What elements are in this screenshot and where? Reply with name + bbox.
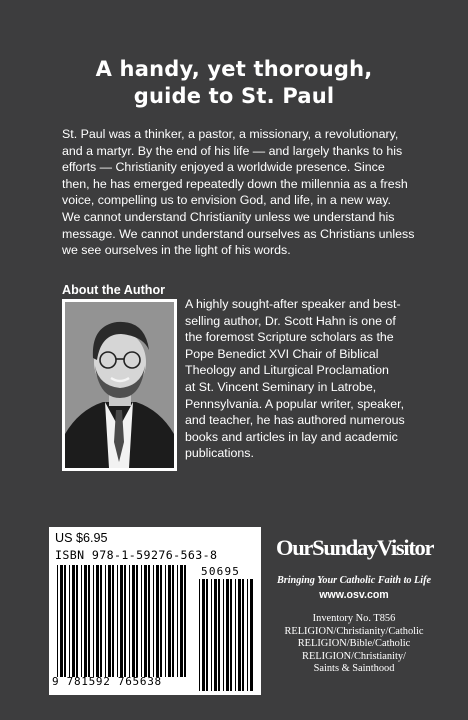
barcode-bar: [117, 565, 118, 677]
barcode-bar: [105, 565, 106, 677]
isbn-label: ISBN 978-1-59276-563-8: [55, 548, 218, 562]
barcode-bar: [124, 565, 126, 677]
catalog-line: Saints & Sainthood: [313, 663, 395, 675]
barcode-bar: [129, 565, 130, 677]
barcode-bar: [223, 579, 224, 691]
addon-barcode: [199, 579, 253, 691]
barcode-bar: [214, 579, 217, 691]
barcode-bar: [180, 565, 183, 677]
barcode-bar: [206, 579, 208, 691]
bio-line: books and articles in lay and academic: [185, 429, 398, 444]
author-portrait-image: [65, 302, 174, 468]
barcode-bar: [172, 565, 174, 677]
barcode-bar: [57, 565, 58, 677]
barcode-bar: [84, 565, 87, 677]
barcode-bar: [136, 565, 138, 677]
blurb-line: voice, compelling us to envision God, and life, in a new way.: [62, 193, 391, 208]
barcode-bar: [148, 565, 150, 677]
barcode-bar: [81, 565, 82, 677]
barcode-bar: [247, 579, 248, 691]
catalog-line: RELIGION/Christianity/: [302, 650, 406, 662]
barcode-bar: [60, 565, 63, 677]
barcode-bar: [120, 565, 123, 677]
ean-digits: 9 781592 765638: [52, 675, 162, 688]
bio-line: Pennsylvania. A popular writer, speaker,: [185, 396, 405, 411]
headline: [0, 56, 468, 110]
barcode-bar: [156, 565, 159, 677]
bio-line: at St. Vincent Seminary in Latrobe,: [185, 379, 377, 394]
barcode-bar: [211, 579, 212, 691]
publisher-logo: OurSundayVisitor: [276, 535, 434, 560]
catalog-info: [270, 613, 438, 676]
barcode-bar: [76, 565, 78, 677]
publisher-website: www.osv.com: [319, 589, 389, 601]
blurb-line: We cannot understand Christianity unless we understand his: [62, 209, 395, 224]
headline-line: A handy, yet thorough,: [95, 57, 373, 81]
barcode-bar: [177, 565, 178, 677]
blurb-line: we see ourselves in the light of his words.: [62, 243, 291, 258]
blurb-line: then, he has emerged repeatedly down the millennia as a fresh: [62, 176, 408, 191]
barcode-bar: [100, 565, 102, 677]
headline-line: guide to St. Paul: [133, 84, 335, 108]
barcode-bar: [165, 565, 166, 677]
barcode-bar: [230, 579, 232, 691]
bio-line: selling author, Dr. Scott Hahn is one of: [185, 313, 396, 328]
barcode-bar: [72, 565, 75, 677]
blurb-line: and a martyr. By the end of his life — and largely thanks to his: [62, 143, 403, 158]
barcode-bar: [153, 565, 154, 677]
blurb-line: efforts — Christianity enjoyed a worldwide presence. Since: [62, 160, 385, 175]
catalog-line: RELIGION/Bible/Catholic: [297, 638, 411, 650]
barcode-bar: [184, 565, 186, 677]
bio-line: A highly sought-after speaker and best-: [185, 297, 401, 311]
barcode-bar: [144, 565, 147, 677]
barcode-bar: [112, 565, 114, 677]
barcode-bar: [202, 579, 205, 691]
bio-line: Pope Benedict XVI Chair of Biblical: [185, 346, 379, 361]
barcode-bar: [199, 579, 200, 691]
barcode-bar: [235, 579, 236, 691]
barcode-bar: [132, 565, 135, 677]
publisher-tagline: Bringing Your Catholic Faith to Life: [276, 575, 432, 586]
barcode-bar: [69, 565, 70, 677]
author-bio: [185, 296, 433, 462]
catalog-line: Inventory No. T856: [312, 613, 396, 624]
barcode-bar: [88, 565, 90, 677]
bio-line: publications.: [185, 446, 254, 461]
bio-line: Theology and Liturgical Proclamation: [185, 363, 389, 378]
barcode-bar: [141, 565, 142, 677]
about-author-heading: About the Author: [62, 283, 166, 297]
barcode-bar: [218, 579, 220, 691]
barcode-bar: [108, 565, 111, 677]
ean-barcode: [57, 565, 186, 677]
addon-digits: 50695: [201, 565, 241, 578]
price-label: US $6.95: [55, 531, 108, 545]
barcode-bar: [160, 565, 162, 677]
barcode-panel: [49, 527, 261, 695]
barcode-bar: [96, 565, 99, 677]
barcode-bar: [238, 579, 241, 691]
bio-line: and teacher, he has authored numerous: [185, 413, 405, 428]
blurb-line: St. Paul was a thinker, a pastor, a missionary, a revolutionary,: [62, 127, 399, 141]
barcode-bar: [242, 579, 244, 691]
bio-line: the foremost Scripture scholars as the: [185, 330, 394, 345]
barcode-bar: [250, 579, 253, 691]
author-photo: [62, 299, 177, 471]
barcode-bar: [168, 565, 171, 677]
book-blurb: [62, 126, 426, 259]
blurb-line: message. We cannot understand ourselves as Christians unless: [62, 226, 415, 241]
catalog-line: RELIGION/Christianity/Catholic: [284, 625, 424, 637]
barcode-bar: [93, 565, 94, 677]
barcode-bar: [64, 565, 66, 677]
barcode-bar: [226, 579, 229, 691]
